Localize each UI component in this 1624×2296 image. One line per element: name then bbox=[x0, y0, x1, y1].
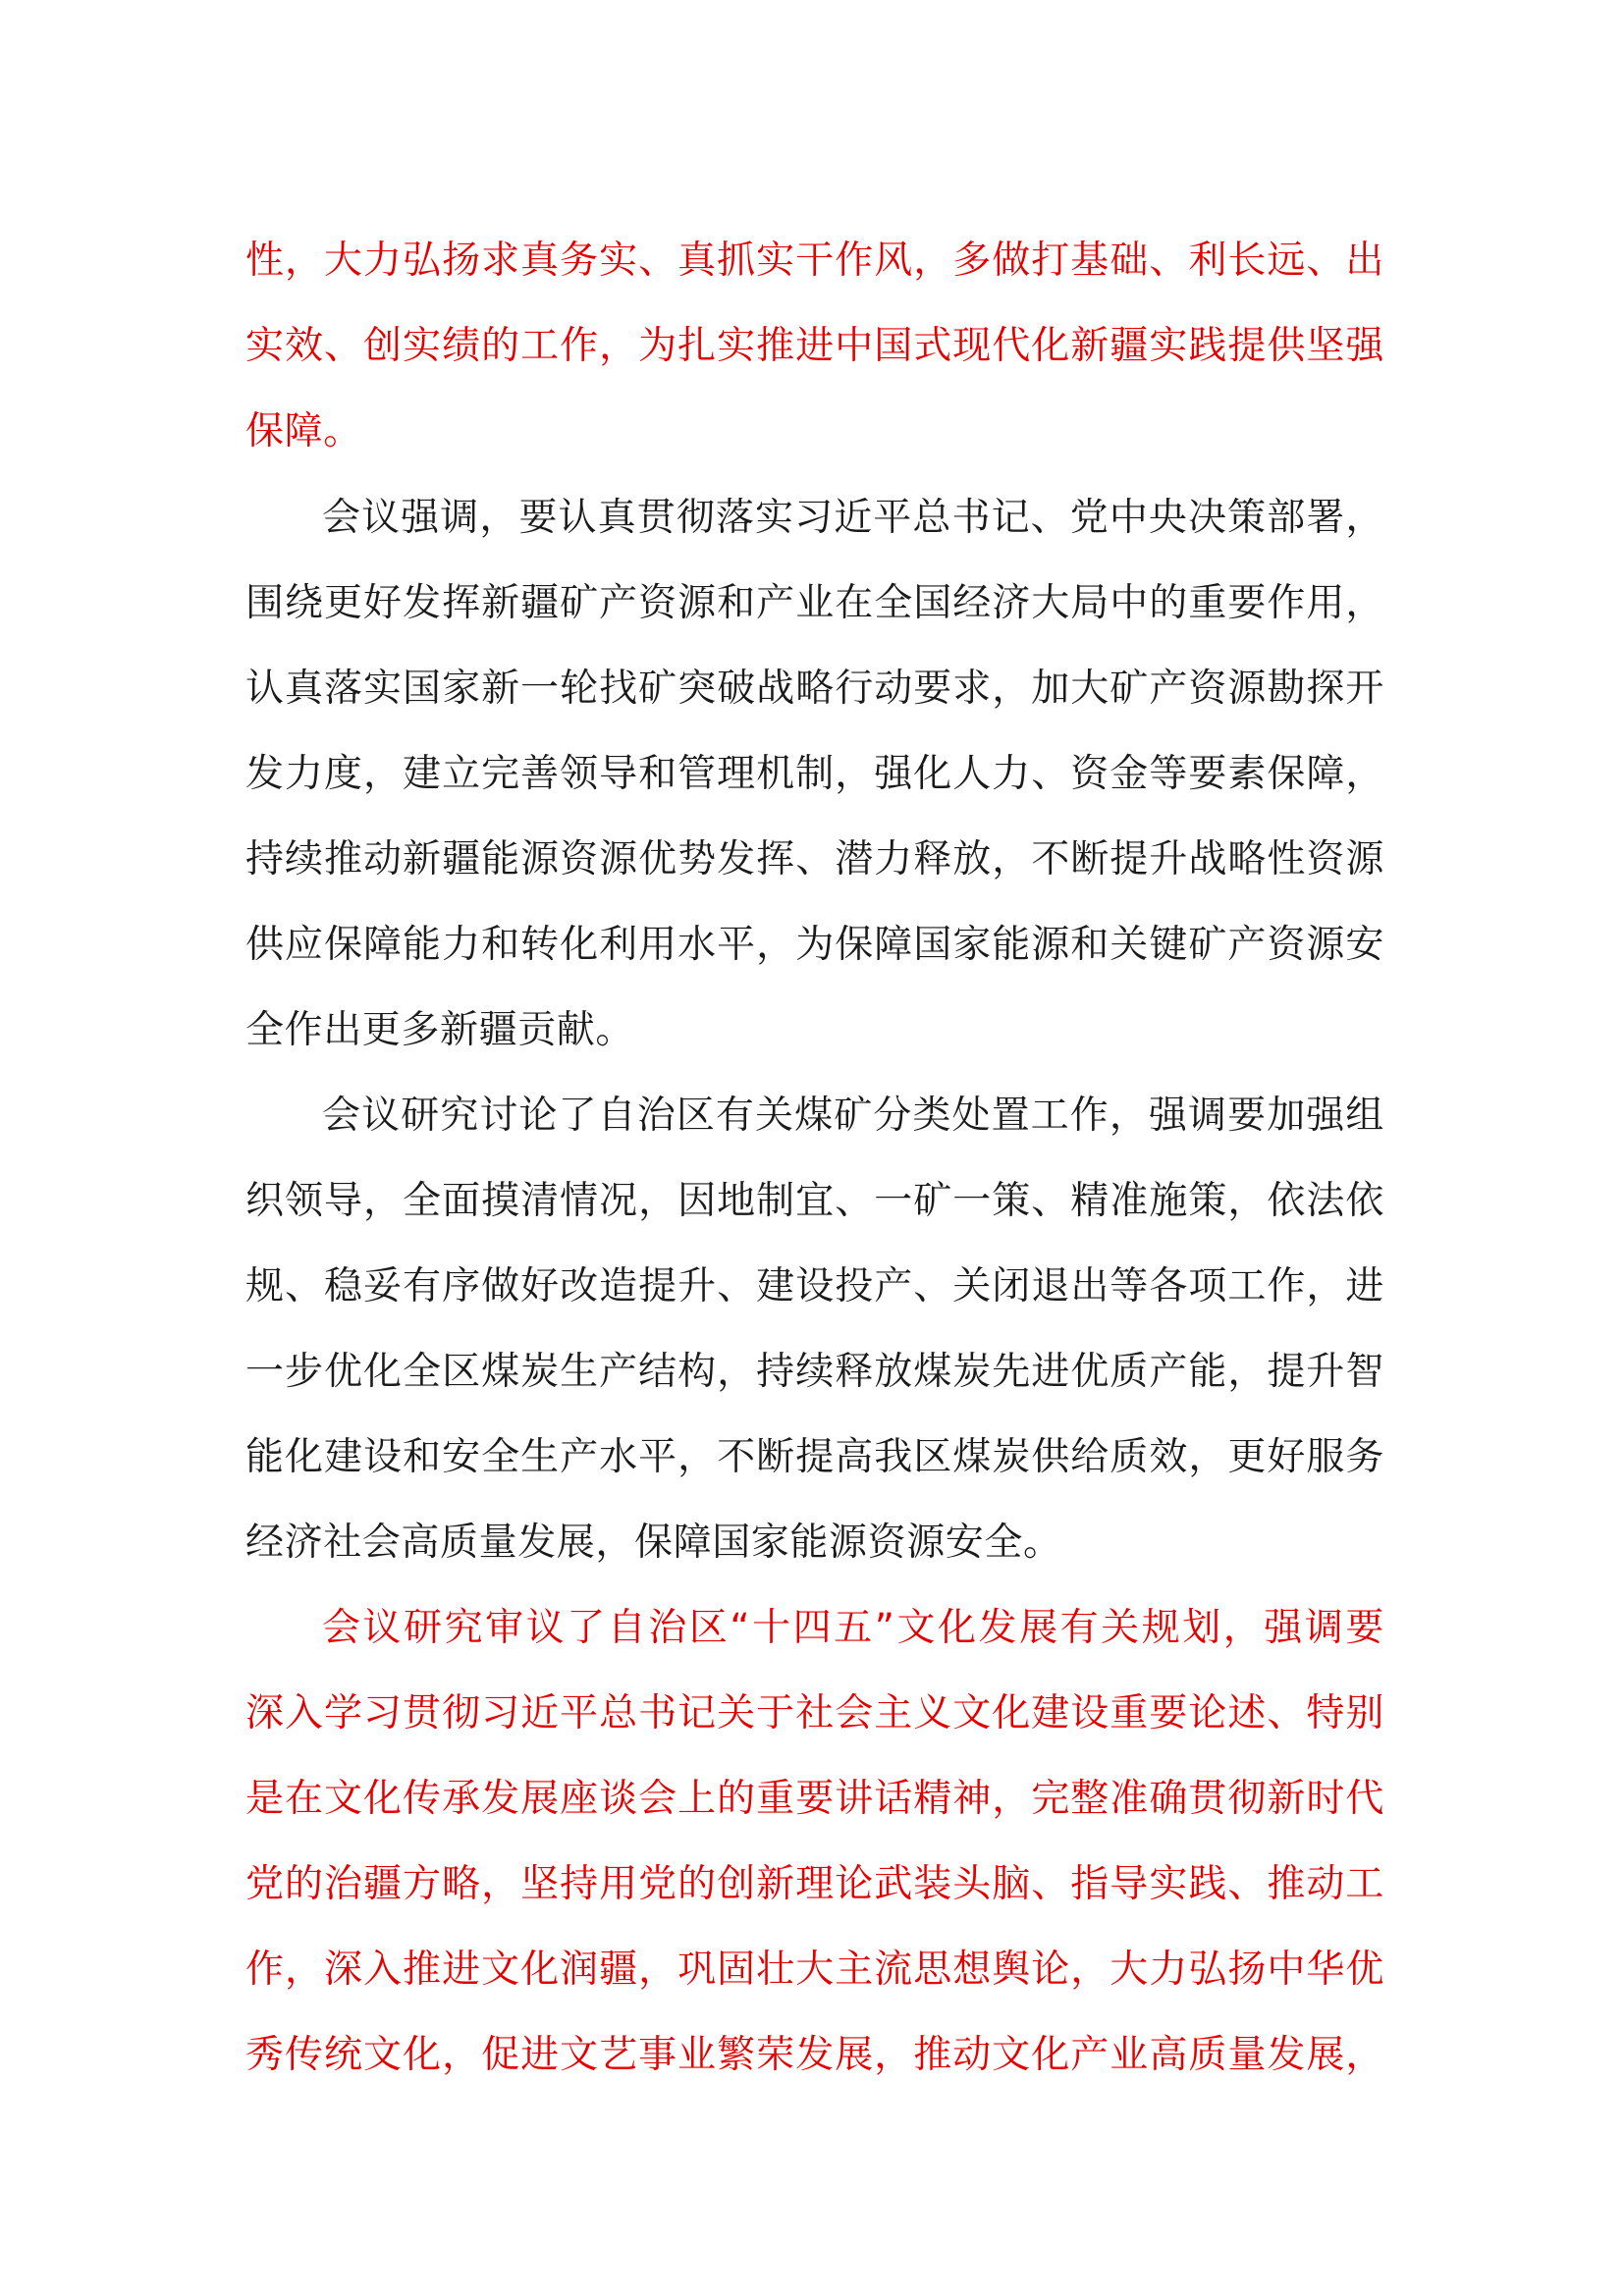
text-line: 持续推动新疆能源资源优势发挥、潜力释放，不断提升战略性资源 bbox=[245, 837, 1384, 881]
text-line: 发力度，建立完善领导和管理机制，强化人力、资金等要素保障， bbox=[245, 752, 1384, 796]
text-line: 认真落实国家新一轮找矿突破战略行动要求，加大矿产资源勘探开 bbox=[245, 667, 1384, 711]
text-line: 作，深入推进文化润疆，巩固壮大主流思想舆论，大力弘扬中华优 bbox=[245, 1948, 1384, 1992]
paragraph-continuation bbox=[245, 218, 1384, 474]
text-line: 保障。 bbox=[245, 409, 362, 454]
text-line: 是在文化传承发展座谈会上的重要讲话精神，完整准确贯彻新时代 bbox=[245, 1777, 1384, 1821]
text-line: 实效、创实绩的工作，为扎实推进中国式现代化新疆实践提供坚强 bbox=[245, 324, 1384, 368]
paragraph-culture-plan bbox=[245, 1585, 1384, 2098]
text-line: 经济社会高质量发展，保障国家能源资源安全。 bbox=[245, 1521, 1062, 1565]
paragraph-mineral-resources bbox=[245, 475, 1384, 1073]
text-line: 会议研究审议了自治区“十四五”文化发展有关规划，强调要 bbox=[322, 1606, 1384, 1650]
paragraph-coal-mines bbox=[245, 1073, 1384, 1585]
text-line: 深入学习贯彻习近平总书记关于社会主义文化建设重要论述、特别 bbox=[245, 1691, 1384, 1735]
text-line: 一步优化全区煤炭生产结构，持续释放煤炭先进优质产能，提升智 bbox=[245, 1350, 1384, 1394]
text-line: 性，大力弘扬求真务实、真抓实干作风，多做打基础、利长远、出 bbox=[245, 239, 1384, 283]
text-line: 规、稳妥有序做好改造提升、建设投产、关闭退出等各项工作，进 bbox=[245, 1264, 1384, 1308]
text-line: 全作出更多新疆贡献。 bbox=[245, 1008, 635, 1052]
text-line: 会议强调，要认真贯彻落实习近平总书记、党中央决策部署， bbox=[322, 496, 1384, 540]
text-line: 供应保障能力和转化利用水平，为保障国家能源和关键矿产资源安 bbox=[245, 923, 1384, 967]
text-line: 织领导，全面摸清情况，因地制宜、一矿一策、精准施策，依法依 bbox=[245, 1179, 1384, 1223]
text-line: 党的治疆方略，坚持用党的创新理论武装头脑、指导实践、推动工 bbox=[245, 1862, 1384, 1906]
text-line: 围绕更好发挥新疆矿产资源和产业在全国经济大局中的重要作用， bbox=[245, 581, 1384, 625]
text-line: 能化建设和安全生产水平，不断提高我区煤炭供给质效，更好服务 bbox=[245, 1435, 1384, 1479]
text-line: 会议研究讨论了自治区有关煤矿分类处置工作，强调要加强组 bbox=[322, 1094, 1384, 1138]
text-line: 秀传统文化，促进文艺事业繁荣发展，推动文化产业高质量发展， bbox=[245, 2033, 1384, 2077]
